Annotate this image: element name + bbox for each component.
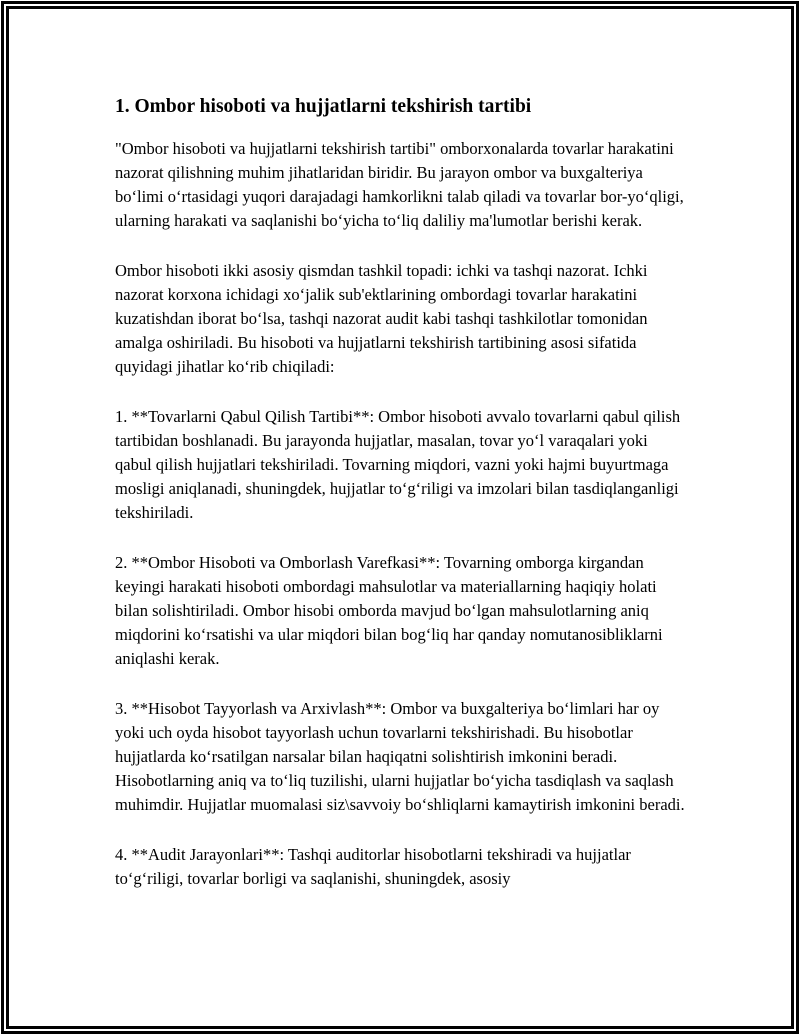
paragraph-intro: "Ombor hisoboti va hujjatlarni tekshirish tartibi" omborxonalarda tovarlar harakatini nazorat qilishning muhim jihatlaridan biridir. Bu jarayon ombor va buxgalteriya bo‘limi o‘rtasidagi yuqori darajadagi hamkorlikni talab qiladi va tovarlar bor-yo‘qligi, ularning harakati va saqlanishi bo‘yicha to‘liq daliliy ma'lumotlar berishi kerak. xyxy=(115,139,684,230)
page-outer-border xyxy=(1,1,799,1034)
paragraph-item-1: 1. **Tovarlarni Qabul Qilish Tartibi**: Ombor hisoboti avvalo tovarlarni qabul qilish tartibidan boshlanadi. Bu jarayonda hujjatlar, masalan, tovar yo‘l varaqalari yoki qabul qilish hujjatlari tekshiriladi. Tovarning miqdori, vazni yoki hajmi buyurtmaga mosligi aniqlanadi, shuningdek, hujjatlar to‘g‘riligi va imzolari bilan tasdiqlanganligi tekshiriladi. xyxy=(115,407,681,522)
paragraph-item-3: 3. **Hisobot Tayyorlash va Arxivlash**: Ombor va buxgalteriya bo‘limlari har oy yoki uch oyda hisobot tayyorlash uchun tovarlarni tekshirishadi. Bu hisobotlar hujjatlarda ko‘rsatilgan narsalar bilan haqiqatni solishtirish imkonini beradi. Hisobotlarning aniq va to‘liq tuzilishi, ularni hujjatlar bo‘yicha tasdiqlash va saqlash muhimdir. Hujjatlar muomalasi siz\savvoiy bo‘shliqlarni kamaytirish imkonini beradi. xyxy=(115,699,685,814)
paragraph-item-4: 4. **Audit Jarayonlari**: Tashqi auditorlar hisobotlarni tekshiradi va hujjatlar to‘g‘riligi, tovarlar borligi va saqlanishi, shuningdek, asosiy xyxy=(115,845,631,888)
paragraph-overview: Ombor hisoboti ikki asosiy qismdan tashkil topadi: ichki va tashqi nazorat. Ichki nazorat korxona ichidagi xo‘jalik sub'ektlarining ombordagi tovarlar harakatini kuzatishdan iborat bo‘lsa, tashqi nazorat audit kabi tashqi tashkilotlar tomonidan amalga oshiriladi. Bu hisoboti va hujjatlarni tekshirish tartibining asosi sifatida quyidagi jihatlar ko‘rib chiqiladi: xyxy=(115,261,648,376)
document-title: 1. Ombor hisoboti va hujjatlarni tekshirish tartibi xyxy=(115,96,532,117)
paragraph-item-2: 2. **Ombor Hisoboti va Omborlash Varefkasi**: Tovarning omborga kirgandan keyingi harakati hisoboti ombordagi mahsulotlar va materiallarning haqiqiy holati bilan solishtiriladi. Ombor hisobi omborda mavjud bo‘lgan mahsulotlarning aniq miqdorini ko‘rsatishi va ular miqdori bilan bog‘liq har qanday nomutanosibliklarni aniqlashi kerak. xyxy=(115,553,663,668)
page-inner-border xyxy=(6,6,794,1029)
document-page xyxy=(9,9,791,891)
